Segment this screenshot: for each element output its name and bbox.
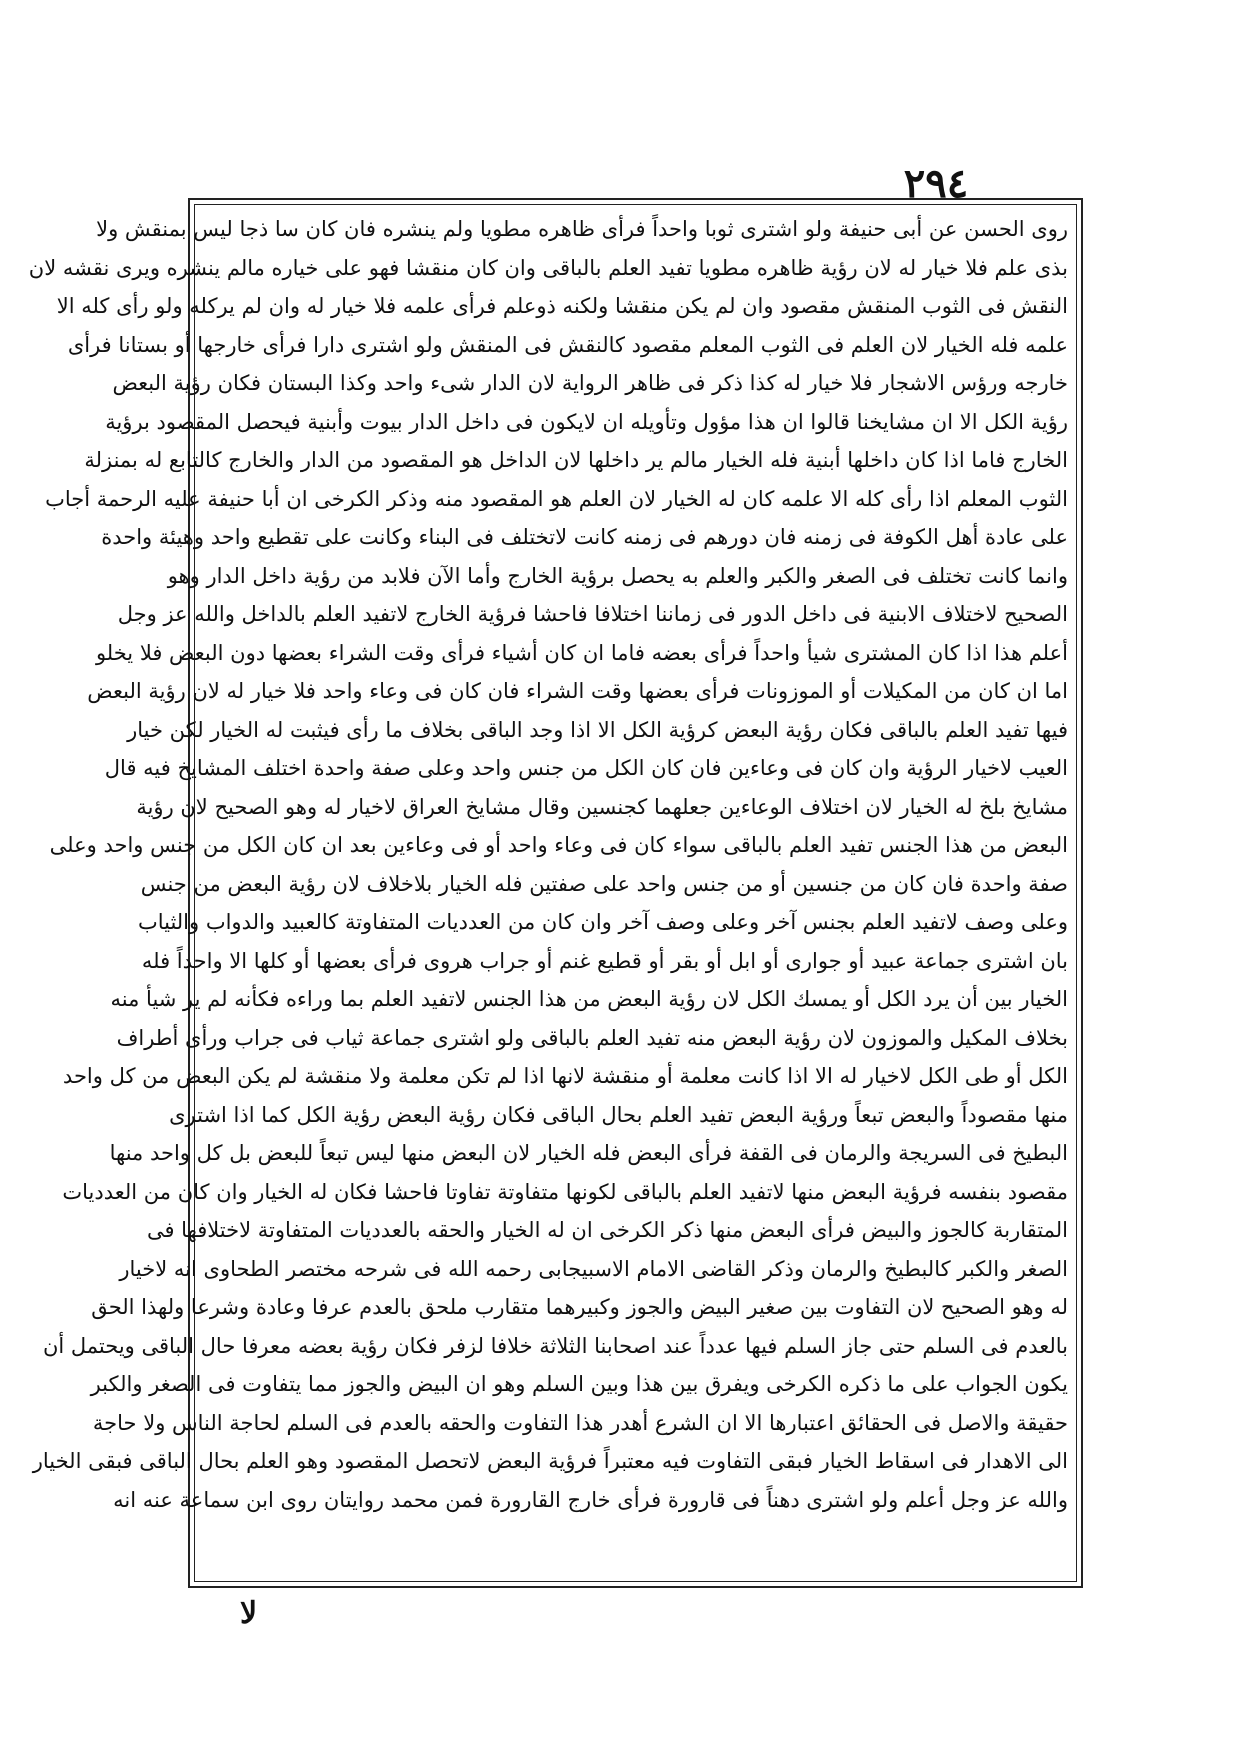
text-line: روی الحسن عن أبی حنیفة ولو اشتری ثوبا واحداً فرأى ظاهره مطویا ولم ینشره فان كان سا ذجا لیس بمنقش ولا [96,217,1068,241]
text-line: النقش فی الثوب المنقش مقصود وان لم یكن منقشا ولكنه ذوعلم فرأى علمه فلا خیار له وان لم یركله ولو رأى كله الا [56,294,1068,318]
text-line: حقیقة والاصل فی الحقائق اعتبارها الا ان الشرع أهدر هذا التفاوت والحقه بالعدم فی السلم لحاجة الناس ولا حاجة [92,1410,1068,1435]
text-line: الصحیح لاختلاف الابنیة فی داخل الدور فی زماننا اختلافا فاحشا فرؤیة الخارج لاتفید العلم بالداخل والله عز وجل [117,602,1068,626]
text-line: وانما كانت تختلف فی الصغر والكبر والعلم به یحصل برؤیة الخارج وأما الآن فلابد من رؤیة داخل الدار وهو [167,563,1068,588]
text-line: بان اشترى جماعة عبید أو جواری أو ابل أو بقر أو قطیع غنم أو جراب هروی فرأى بعضها أو كلها الا واحداً فله [141,948,1068,973]
text-line: على عادة أهل الكوفة فی زمنه فان دورهم فی زمنه كانت لاتختلف فی البناء وكانت على تقطیع واحد وهیئة واحدة [101,525,1068,549]
main-text-block [28,210,1068,1578]
text-line: والله عز وجل أعلم ولو اشترى دهناً فی قارورة فرأى خارج القارورة فمن محمد روایتان روى ابن سماعة عنه انه [113,1487,1068,1512]
text-line: الثوب المعلم اذا رأى كله الا علمه كان له الخیار لان العلم هو المقصود منه وذكر الكرخی ان أبا حنیفة علیه الرحمة أجاب [45,486,1068,511]
text-line: العیب لاخیار الرؤیة وان كان فی وعاءین فان كان الكل من جنس واحد وعلى صفة واحدة اختلف المشایخ فیه قال [104,756,1068,780]
text-line: البطیخ فی السریجة والرمان فی القفة فرأى البعض فله الخیار لان البعض منها لیس تبعاً للبعض بل كل واحد منها [109,1141,1068,1165]
text-line: بالعدم فی السلم حتى جاز السلم فیها عدداً عند اصحابنا الثلاثة خلافا لزفر فكان رؤیة بعضه معرفا حال الباقی ویحتمل أن [42,1333,1068,1358]
text-line: البعض من هذا الجنس تفید العلم بالباقی سواء كان فی وعاء واحد أو فی وعاءین بعد ان كان الكل من جنس واحد وعلى [49,833,1068,857]
text-line: اما ان كان من المكیلات أو الموزونات فرأى بعضها وقت الشراء فان كان فی وعاء واحد فلا خیار له لان رؤیة البعض [87,679,1068,703]
text-line: الى الاهدار فی اسقاط الخیار فبقی التفاوت فیه معتبراً فرؤیة البعض لاتحصل المقصود وهو العلم بحال الباقی فبقی الخیار [32,1449,1068,1473]
text-line: الصغر والكبر كالبطیخ والرمان وذكر القاضی الامام الاسبیجابی رحمه الله فی شرحه مختصر الطحاوی انه لاخیار [119,1256,1068,1281]
text-line: خارجه ورؤس الاشجار فلا خیار له كذا ذكر فی ظاهر الروایة لان الدار شیء واحد وكذا البستان فكان رؤیة البعض [112,371,1068,395]
text-line: یكون الجواب على ما ذكره الكرخی ویفرق بین هذا وبین السلم وهو ان البیض والجوز مما یتفاوت فی الصغر والكبر [90,1372,1068,1396]
text-line: بذی علم فلا خیار له لان رؤیة ظاهره مطویا تفید العلم بالباقی وان كان منقشا فهو على خیاره مالم ینشره ویرى نقشه لان [28,255,1068,280]
text-line: وعلى وصف لاتفید العلم بجنس آخر وعلى وصف آخر وان كان من العددیات المتفاوتة كالعبید والدواب والثیاب [137,910,1068,934]
text-line: مقصود بنفسه فرؤیة البعض منها لاتفید العلم بالباقی لكونها متفاوتة تفاوتا فاحشا فكان له الخیار وان كان من العددیات [62,1179,1068,1204]
text-line: مشایخ بلخ له الخیار لان اختلاف الوعاءین جعلهما كجنسین وقال مشایخ العراق لاخیار له وهو الصحیح لان رؤیة [136,794,1068,819]
text-line: أعلم هذا اذا كان المشتری شیأ واحداً فرأى بعضه فاما ان كان أشیاء فرأى وقت الشراء بعضها دون البعض فلا یخلو [95,640,1068,665]
text-line: رؤیة الكل الا ان مشایخنا قالوا ان هذا مؤول وتأویله ان لایكون فی داخل الدار بیوت وأبنیة فیحصل المقصود برؤیة [105,409,1068,434]
text-line: بخلاف المكیل والموزون لان رؤیة البعض منه تفید العلم بالباقی ولو اشترى جماعة ثیاب فی جراب ورأى أطراف [116,1025,1068,1050]
text-line: فیها تفید العلم بالباقی فكان رؤیة البعض كرؤیة الكل الا اذا وجد الباقی بخلاف ما رأى فیثبت له الخیار لكن خیار [127,717,1068,742]
text-line: الكل أو طی الكل لاخیار له الا اذا كانت معلمة أو منقشة لانها اذا لم تكن معلمة ولا منقشة لم یكن البعض من كل واحد [62,1064,1068,1088]
text-line: صفة واحدة فان كان من جنسین أو من جنس واحد على صفتین فله الخیار بلاخلاف لان رؤیة البعض من جنس [140,871,1068,896]
catchword: لا [240,1596,258,1631]
text-line: الخیار بین أن یرد الكل أو یمسك الكل لان رؤیة البعض من هذا الجنس لاتفید العلم بما وراءه فكأنه لم یر شیأ منه [110,987,1068,1011]
text-line: علمه فله الخیار لان العلم فی الثوب المعلم مقصود كالنقش فی المنقش ولو اشترى دارا فرأى خارجها أو بستانا فرأى [67,332,1068,357]
text-line: منها مقصوداً والبعض تبعاً ورؤیة البعض تفید العلم بحال الباقی فكان رؤیة البعض رؤیة الكل كما اذا اشترى [169,1102,1068,1127]
page-number: ۲۹٤ [903,160,969,207]
text-line: الخارج فاما اذا كان داخلها أبنیة فله الخیار مالم یر داخلها لان الداخل هو المقصود من الدار والخارج كالتابع له بمنزلة [84,448,1068,472]
text-line: المتقاربة كالجوز والبیض فرأى البعض منها ذكر الكرخی ان له الخیار والحقه بالعددیات المتفاوتة لاختلافها فی [146,1218,1068,1242]
text-line: له وهو الصحیح لان التفاوت بین صغیر البیض والجوز وكبیرهما متقارب ملحق بالعدم عرفا وعادة وشرعا ولهذا الحق [91,1295,1068,1319]
